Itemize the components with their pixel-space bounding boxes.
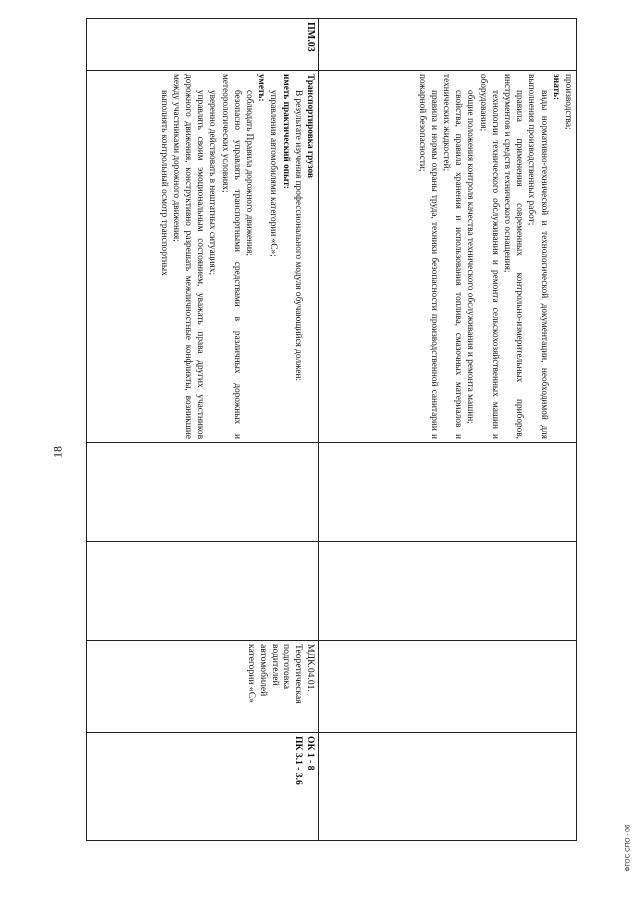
content-line: В результате изучения профессионального модуля обучающийся должен:: [292, 90, 303, 382]
mdk-cell: МДК.04.01. Теоретическая подготовка водителей автомобилей категории «С»: [87, 641, 319, 733]
mdk-cell: [319, 641, 577, 733]
content-line: виды нормативно-технической и технологической документации, необходимой для выполнения производственных работ;: [526, 74, 549, 439]
content-line: соблюдать Правила дорожного движения;: [243, 90, 254, 256]
module-code-cell: ПМ.03: [87, 19, 319, 71]
module-code-cell: [319, 19, 577, 71]
competencies-cell: [319, 733, 577, 841]
content-heading-know: знать:: [550, 74, 561, 101]
curriculum-table: [86, 18, 577, 841]
content-line: правила применения современных контрольно-измерительных приборов, инструментов и средств технического оснащения;: [501, 74, 525, 439]
empty-cell: [319, 443, 577, 542]
module-title: Транспортировка грузов: [305, 74, 315, 178]
content-line: управлять своим эмоциональным состоянием, уважать права других участников дорожного движения, конструктивно разрешать межличностные конфликты, возникшие между участниками дорожного движения;: [170, 74, 206, 439]
table-frame: [95, 18, 577, 840]
table-row: [87, 19, 319, 841]
content-line: управления автомобилями категории «С»;: [268, 90, 279, 257]
content-line: технологии технического обслуживания и ремонта сельскохозяйственных машин и оборудования;: [477, 74, 500, 439]
content-line: производства;: [563, 74, 573, 130]
content-line: общие положения контроля качества технического обслуживания и ремонта машин;: [465, 90, 476, 424]
content-heading-skills: уметь:: [256, 74, 267, 102]
footer-code: ФГОС СПО - 06: [624, 824, 632, 872]
content-line: безопасно управлять транспортными средствами в различных дорожных и метеорологических условиях;: [219, 74, 242, 439]
content-line: выполнять контрольный осмотр транспортных: [158, 90, 169, 276]
table-row: [319, 19, 577, 841]
competencies-cell: ОК 1 - 8 ПК 3.1 - 3.6: [87, 733, 319, 841]
module-content-cell: [319, 71, 577, 443]
content-line: уверенно действовать в нештатных ситуациях;: [207, 90, 218, 276]
empty-cell: [319, 542, 577, 641]
content-line: правила и нормы охраны труда, техники безопасности производственной санитарии и пожарной безопасности;: [416, 74, 439, 439]
content-line: свойства, правила хранения и использования топлива, смазочных материалов и технических жидкостей;: [440, 74, 464, 439]
page-number: 18: [50, 446, 65, 458]
empty-cell: [87, 542, 319, 641]
content-heading-experience: иметь практический опыт:: [280, 74, 291, 190]
module-content-cell: [87, 71, 319, 443]
empty-cell: [87, 443, 319, 542]
